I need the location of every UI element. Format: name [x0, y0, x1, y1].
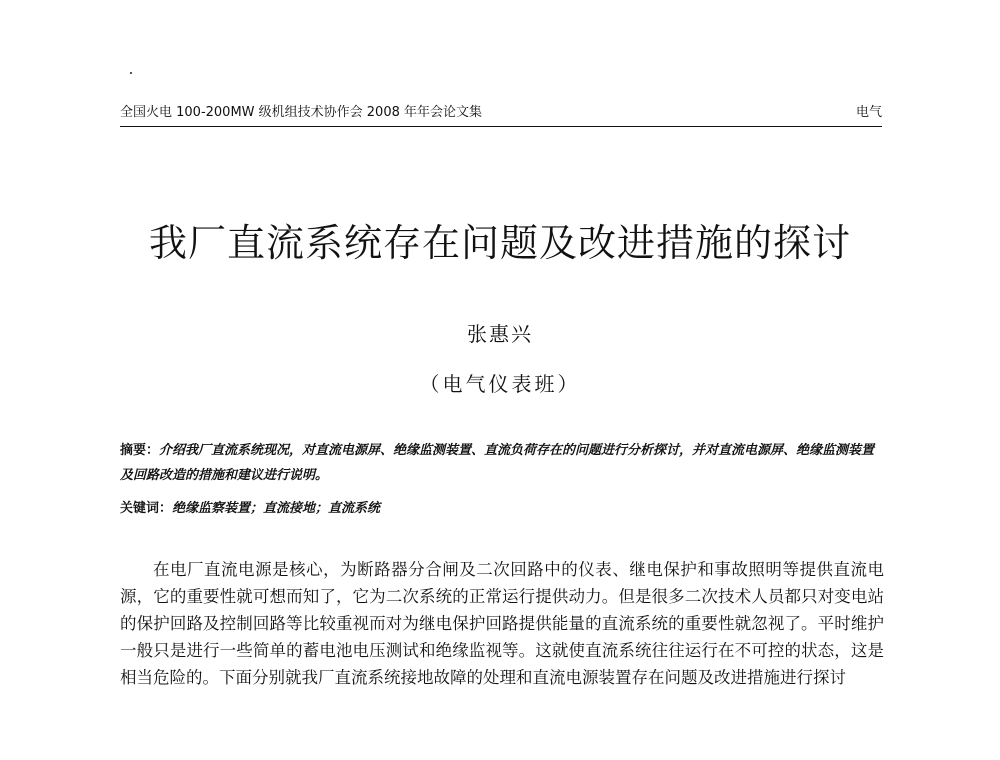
paper-title: 我厂直流系统存在问题及改进措施的探讨	[148, 221, 851, 265]
scan-speck	[130, 72, 132, 74]
abstract-text: 介绍我厂直流系统现况，对直流电源屏、绝缘监测装置、直流负荷存在的问题进行分析探讨，并对直流电源屏、绝缘监测装置及回路改造的措施和建议进行说明。	[120, 443, 875, 483]
keywords-text: 绝缘监察装置；直流接地；直流系统	[172, 501, 381, 516]
section-label: 电气	[855, 105, 882, 120]
abstract	[120, 438, 882, 488]
author-affiliation: （电气仪表班）	[419, 372, 581, 396]
proceedings-title: 全国火电 100-200MW 级机组技术协作会 2008 年年会论文集	[120, 105, 483, 120]
keywords	[120, 498, 882, 520]
body-paragraph: 在电厂直流电源是核心，为断路器分合闸及二次回路中的仪表、继电保护和事故照明等提供直流电源，它的重要性就可想而知了，它为二次系统的正常运行提供动力。但是很多二次技术人员都只对变电站的保护回路及控制回路等比较重视而对为继电保护回路提供能量的直流系统的重要性就忽视了。平时维护一般只是进行一些简单的蓄电池电压测试和绝缘监视等。这就使直流系统往往运行在不可控的状态，这是相当危险的。下面分别就我厂直流系统接地故障的处理和直流电源装置存在问题及改进措施进行探讨	[120, 560, 884, 687]
keywords-label: 关键词：	[120, 501, 173, 516]
abstract-label: 摘要：	[120, 443, 160, 458]
running-header	[120, 104, 882, 127]
author-name: 张惠兴	[467, 322, 533, 346]
